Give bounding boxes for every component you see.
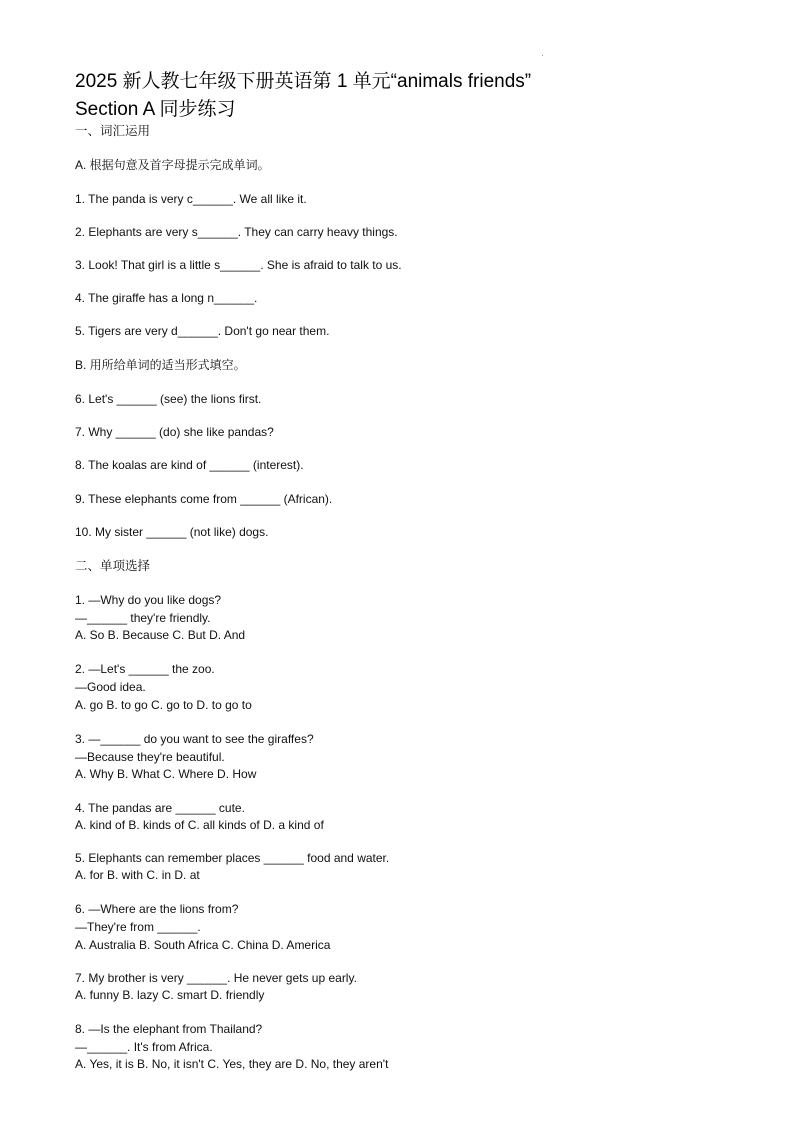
question-item: 5. Tigers are very d______. Don't go near them.: [75, 324, 330, 338]
question-item: 9. These elephants come from ______ (African).: [75, 492, 333, 506]
mc-options: A. So B. Because C. But D. And: [75, 628, 246, 642]
question-item: 8. The koalas are kind of ______ (interest).: [75, 458, 304, 472]
question-item: 2. Elephants are very s______. They can carry heavy things.: [75, 225, 398, 239]
mc-question: 8. —Is the elephant from Thailand?: [75, 1022, 263, 1036]
title-line-2: Section A 同步练习: [75, 99, 236, 120]
question-item: 3. Look! That girl is a little s______. She is afraid to talk to us.: [75, 258, 402, 272]
question-item: 4. The giraffe has a long n______.: [75, 291, 258, 305]
mc-question: 2. —Let's ______ the zoo.: [75, 662, 215, 676]
mc-question: 4. The pandas are ______ cute.: [75, 801, 245, 815]
document-title: [75, 68, 775, 124]
part-a-instruction: A. 根据句意及首字母提示完成单词。: [75, 158, 270, 172]
mc-options: A. go B. to go C. go to D. to go to: [75, 698, 252, 712]
question-item: 1. The panda is very c______. We all like it.: [75, 192, 307, 206]
mc-question: 6. —Where are the lions from?: [75, 902, 239, 916]
title-line-1: 2025 新人教七年级下册英语第 1 单元“animals friends”: [75, 71, 532, 92]
mc-options: A. funny B. lazy C. smart D. friendly: [75, 988, 265, 1002]
section-heading-multiple-choice: 二、单项选择: [75, 559, 151, 573]
mc-options: A. Australia B. South Africa C. China D. America: [75, 938, 331, 952]
mc-options: A. for B. with C. in D. at: [75, 868, 200, 882]
mc-question: 5. Elephants can remember places ______ food and water.: [75, 851, 390, 865]
question-item: 7. Why ______ (do) she like pandas?: [75, 425, 274, 439]
question-item: 6. Let's ______ (see) the lions first.: [75, 392, 262, 406]
mc-question: 7. My brother is very ______. He never gets up early.: [75, 971, 357, 985]
mc-options: A. Yes, it is B. No, it isn't C. Yes, they are D. No, they aren't: [75, 1057, 389, 1071]
section-heading-vocabulary: 一、词汇运用: [75, 124, 151, 138]
question-item: 10. My sister ______ (not like) dogs.: [75, 525, 269, 539]
mc-dialogue-line: —______. It's from Africa.: [75, 1040, 213, 1054]
mc-dialogue-line: —Good idea.: [75, 680, 146, 694]
mc-question: 3. —______ do you want to see the giraffes?: [75, 732, 314, 746]
mc-dialogue-line: —Because they're beautiful.: [75, 750, 225, 764]
mc-options: A. kind of B. kinds of C. all kinds of D. a kind of: [75, 818, 324, 832]
mc-dialogue-line: —______ they're friendly.: [75, 611, 211, 625]
mc-question: 1. —Why do you like dogs?: [75, 593, 222, 607]
part-b-instruction: B. 用所给单词的适当形式填空。: [75, 358, 246, 372]
mc-dialogue-line: —They're from ______.: [75, 920, 201, 934]
scan-speck: [542, 55, 543, 56]
mc-options: A. Why B. What C. Where D. How: [75, 767, 257, 781]
